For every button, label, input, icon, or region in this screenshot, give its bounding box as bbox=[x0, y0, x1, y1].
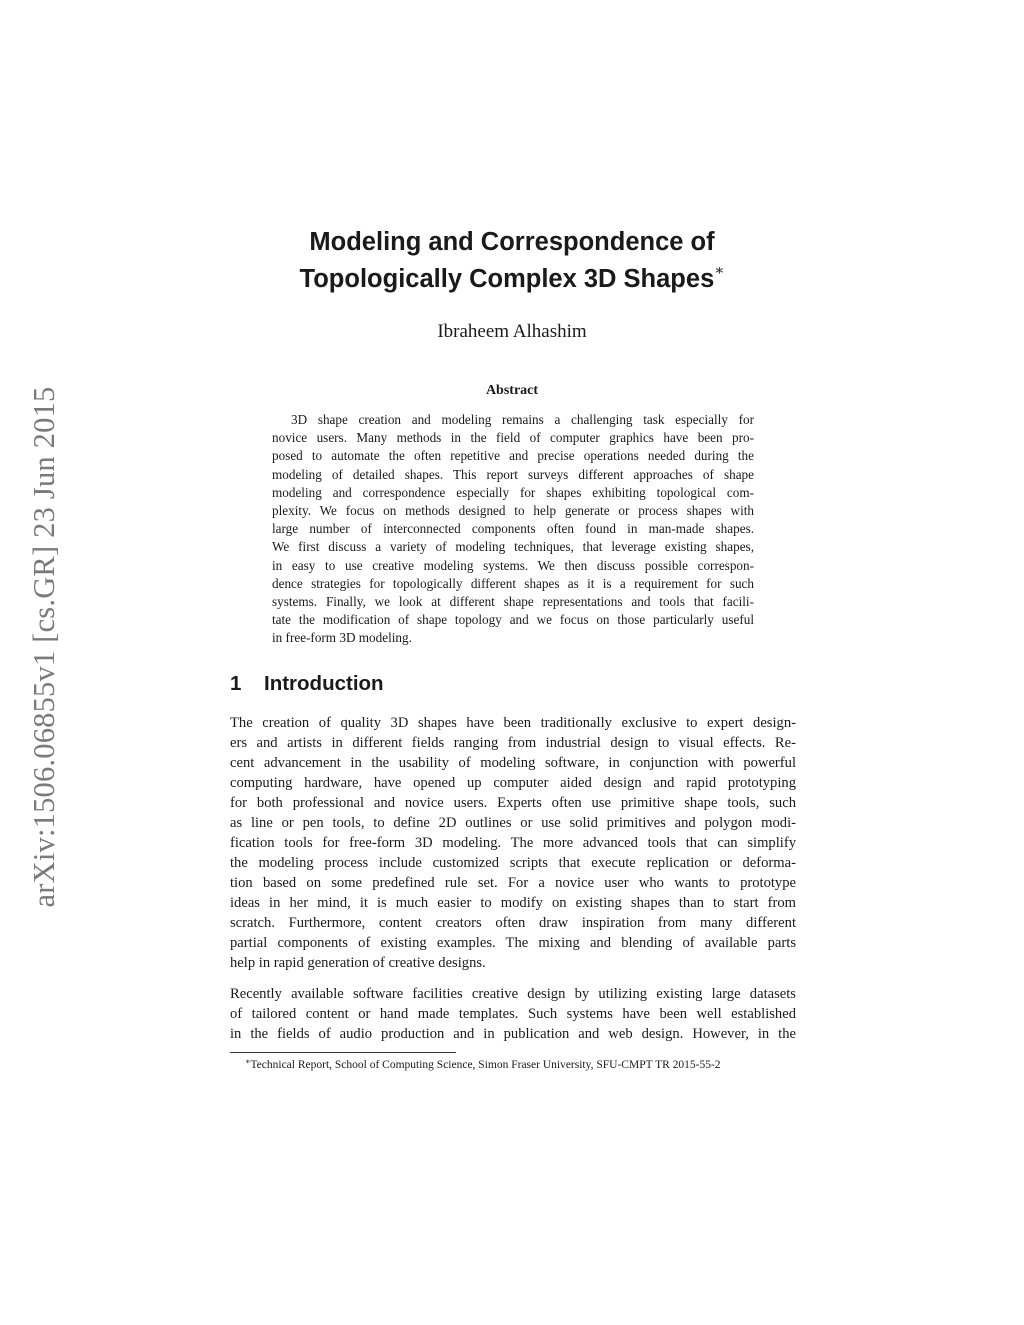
abstract-line: novice users. Many methods in the field of computer graphics have been pro- bbox=[272, 430, 754, 446]
paragraph-line: computing hardware, have opened up computer aided design and rapid prototyping bbox=[230, 775, 796, 791]
abstract-line: plexity. We focus on methods designed to help generate or process shapes with bbox=[272, 502, 754, 518]
paragraph-line: partial components of existing examples. The mixing and blending of available parts bbox=[230, 935, 796, 951]
paragraph-line: ideas in her mind, it is much easier to modify on existing shapes than to start from bbox=[230, 895, 796, 911]
footnote-text: Technical Report, School of Computing Science, Simon Fraser University, SFU-CMPT TR 2015-55-2 bbox=[250, 1059, 721, 1071]
body-paragraph bbox=[230, 713, 796, 973]
abstract-line: 3D shape creation and modeling remains a challenging task especially for bbox=[291, 412, 754, 427]
section-number: 1 bbox=[230, 672, 242, 695]
abstract-line: modeling and correspondence especially for shapes exhibiting topological com- bbox=[272, 484, 754, 500]
paragraph-line: The creation of quality 3D shapes have been traditionally exclusive to expert design- bbox=[230, 715, 796, 731]
paragraph-line: Recently available software facilities creative design by utilizing existing large datasets bbox=[230, 986, 796, 1002]
paragraph-line: for both professional and novice users. Experts often use primitive shape tools, such bbox=[230, 795, 796, 811]
paper-title bbox=[230, 224, 794, 298]
paragraph-line: the modeling process include customized scripts that execute replication or deforma- bbox=[230, 855, 796, 871]
paragraph-line: scratch. Furthermore, content creators often draw inspiration from many different bbox=[230, 915, 796, 931]
paragraph-line: help in rapid generation of creative designs. bbox=[230, 955, 486, 971]
abstract-line: systems. Finally, we look at different shape representations and tools that facili- bbox=[272, 593, 754, 609]
paragraph-line: ers and artists in different fields ranging from industrial design to visual effects. Re- bbox=[230, 735, 796, 751]
abstract-line: modeling of detailed shapes. This report surveys different approaches of shape bbox=[272, 466, 754, 482]
title-line-2 bbox=[230, 261, 794, 298]
footnote-divider bbox=[230, 1052, 456, 1053]
paragraph-line: of tailored content or hand made templates. Such systems have been well established bbox=[230, 1006, 796, 1022]
paragraph-line: cent advancement in the usability of modeling software, in conjunction with powerful bbox=[230, 755, 796, 771]
footnote bbox=[245, 1058, 721, 1072]
title-footnote-marker: ∗ bbox=[714, 263, 725, 279]
author-name: Ibraheem Alhashim bbox=[437, 321, 587, 342]
paragraph-line: as line or pen tools, to define 2D outlines or use solid primitives and polygon modi- bbox=[230, 815, 796, 831]
abstract-line: in easy to use creative modeling systems. We then discuss possible correspon- bbox=[272, 557, 754, 573]
paragraph-line: fication tools for free-form 3D modeling. The more advanced tools that can simplify bbox=[230, 835, 796, 851]
abstract-line: dence strategies for topologically different shapes as it is a requirement for such bbox=[272, 575, 754, 591]
paragraph-line: tion based on some predefined rule set. For a novice user who wants to prototype bbox=[230, 875, 796, 891]
title-line-1: Modeling and Correspondence of bbox=[309, 228, 715, 256]
title-line-2-text: Topologically Complex 3D Shapes bbox=[299, 265, 715, 293]
footnote-marker: ∗ bbox=[245, 1057, 251, 1066]
abstract-line: tate the modification of shape topology and we focus on those particularly useful bbox=[272, 612, 754, 628]
section-title: Introduction bbox=[264, 672, 384, 695]
abstract-heading: Abstract bbox=[485, 383, 539, 398]
abstract-body bbox=[272, 411, 754, 647]
body-paragraph bbox=[230, 984, 796, 1044]
abstract-line: posed to automate the often repetitive and precise operations needed during the bbox=[272, 448, 754, 464]
abstract-line: in free-form 3D modeling. bbox=[272, 630, 412, 646]
arxiv-identifier-stamp: arXiv:1506.06855v1 [cs.GR] 23 Jun 2015 bbox=[27, 386, 61, 908]
abstract-line: We first discuss a variety of modeling techniques, that leverage existing shapes, bbox=[272, 539, 754, 555]
abstract-line: large number of interconnected components often found in man-made shapes. bbox=[272, 521, 754, 537]
section-heading-introduction bbox=[230, 671, 384, 697]
paragraph-line: in the fields of audio production and in publication and web design. However, in the bbox=[230, 1026, 796, 1042]
